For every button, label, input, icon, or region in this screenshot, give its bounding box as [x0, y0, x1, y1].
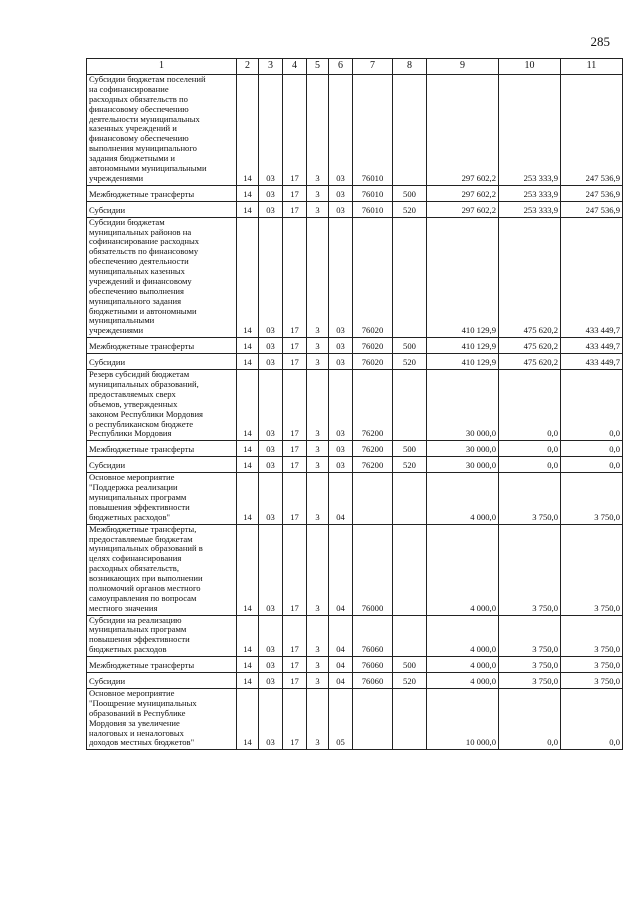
table-cell-amount-1: 4 000,0: [427, 657, 499, 673]
table-cell-name: Субсидии на реализацию муниципальных программ повышения эффективности бюджетных расходов: [87, 615, 237, 657]
table-cell-subprogram: 3: [307, 217, 329, 338]
table-cell-name: Межбюджетные трансферты, предоставляемые бюджетам муниципальных образований в целях софинансирования расходных обязательств, возникающих при выполнении полномочий органов местного самоуправления по вопросам местного значения: [87, 524, 237, 615]
table-cell-amount-1: 410 129,9: [427, 338, 499, 354]
table-cell-name: Субсидии бюджетам поселений на софинансирование расходных обязательств по финансовому обеспечению деятельности муниципальных казенных учреждений и финансовому обеспечению выполнения муниципального задания бюджетными и автономными муниципальными учреждениями: [87, 75, 237, 186]
table-cell-expense-type: 520: [393, 354, 427, 370]
table-cell-amount-2: 3 750,0: [499, 524, 561, 615]
table-row: [87, 201, 623, 217]
table-cell-amount-2: 3 750,0: [499, 615, 561, 657]
table-cell-expense-type: [393, 524, 427, 615]
table-cell-expense-type: 520: [393, 457, 427, 473]
table-cell-section: 14: [237, 615, 259, 657]
table-cell-amount-3: 0,0: [561, 689, 623, 750]
table-cell-amount-3: 0,0: [561, 370, 623, 441]
table-cell-amount-1: 4 000,0: [427, 473, 499, 524]
table-cell-subprogram: 3: [307, 370, 329, 441]
table-cell-activity: 03: [329, 370, 353, 441]
column-header: 2: [237, 59, 259, 75]
table-cell-subprogram: 3: [307, 457, 329, 473]
table-cell-subprogram: 3: [307, 524, 329, 615]
table-cell-name: Межбюджетные трансферты: [87, 185, 237, 201]
table-cell-section: 14: [237, 370, 259, 441]
table-cell-name: Субсидии: [87, 201, 237, 217]
table-cell-activity: 04: [329, 615, 353, 657]
table-cell-name: Межбюджетные трансферты: [87, 338, 237, 354]
table-cell-activity: 03: [329, 457, 353, 473]
table-cell-subsection: 03: [259, 370, 283, 441]
table-cell-direction: 76200: [353, 457, 393, 473]
table-cell-amount-1: 297 602,2: [427, 75, 499, 186]
table-cell-subprogram: 3: [307, 615, 329, 657]
table-cell-program: 17: [283, 370, 307, 441]
budget-table: [86, 58, 623, 750]
table-cell-amount-3: 3 750,0: [561, 473, 623, 524]
table-cell-program: 17: [283, 338, 307, 354]
table-row: [87, 615, 623, 657]
table-cell-section: 14: [237, 524, 259, 615]
table-cell-section: 14: [237, 689, 259, 750]
table-cell-activity: 03: [329, 354, 353, 370]
table-cell-section: 14: [237, 338, 259, 354]
table-cell-amount-1: 410 129,9: [427, 354, 499, 370]
table-cell-expense-type: 500: [393, 338, 427, 354]
column-header: 7: [353, 59, 393, 75]
table-row: [87, 338, 623, 354]
table-cell-expense-type: 520: [393, 201, 427, 217]
table-cell-expense-type: [393, 370, 427, 441]
table-cell-amount-3: 3 750,0: [561, 673, 623, 689]
table-cell-amount-1: 297 602,2: [427, 185, 499, 201]
table-cell-subprogram: 3: [307, 473, 329, 524]
page-number: 285: [590, 34, 610, 49]
table-cell-subsection: 03: [259, 441, 283, 457]
table-cell-subsection: 03: [259, 673, 283, 689]
table-row: [87, 370, 623, 441]
table-cell-name: Основное мероприятие "Поддержка реализации муниципальных программ повышения эффективности бюджетных расходов": [87, 473, 237, 524]
table-cell-program: 17: [283, 473, 307, 524]
table-cell-subsection: 03: [259, 354, 283, 370]
table-cell-amount-2: 253 333,9: [499, 201, 561, 217]
table-cell-activity: 03: [329, 217, 353, 338]
table-cell-program: 17: [283, 524, 307, 615]
table-cell-amount-2: 3 750,0: [499, 657, 561, 673]
table-cell-amount-3: 3 750,0: [561, 657, 623, 673]
table-cell-direction: 76060: [353, 615, 393, 657]
table-cell-activity: 04: [329, 657, 353, 673]
table-cell-direction: 76200: [353, 370, 393, 441]
table-cell-subsection: 03: [259, 75, 283, 186]
table-cell-name: Субсидии: [87, 457, 237, 473]
table-cell-amount-1: 4 000,0: [427, 524, 499, 615]
table-row: [87, 524, 623, 615]
table-cell-direction: 76010: [353, 185, 393, 201]
table-cell-activity: 05: [329, 689, 353, 750]
table-cell-subsection: 03: [259, 615, 283, 657]
table-row: [87, 673, 623, 689]
table-cell-amount-2: 3 750,0: [499, 473, 561, 524]
column-header: 1: [87, 59, 237, 75]
table-cell-subprogram: 3: [307, 338, 329, 354]
table-cell-section: 14: [237, 75, 259, 186]
table-cell-program: 17: [283, 217, 307, 338]
table-cell-amount-1: 4 000,0: [427, 615, 499, 657]
table-cell-amount-2: 0,0: [499, 441, 561, 457]
column-header: 8: [393, 59, 427, 75]
column-header: 9: [427, 59, 499, 75]
table-cell-expense-type: 500: [393, 657, 427, 673]
table-cell-direction: 76010: [353, 201, 393, 217]
table-cell-amount-3: 433 449,7: [561, 338, 623, 354]
table-cell-amount-2: 0,0: [499, 370, 561, 441]
table-cell-direction: [353, 473, 393, 524]
table-cell-amount-2: 0,0: [499, 457, 561, 473]
table-row: [87, 441, 623, 457]
column-header: 10: [499, 59, 561, 75]
table-cell-name: Межбюджетные трансферты: [87, 657, 237, 673]
table-cell-activity: 03: [329, 75, 353, 186]
table-cell-activity: 03: [329, 338, 353, 354]
table-cell-amount-2: 0,0: [499, 689, 561, 750]
table-cell-amount-1: 4 000,0: [427, 673, 499, 689]
table-cell-section: 14: [237, 441, 259, 457]
table-cell-amount-3: 3 750,0: [561, 615, 623, 657]
table-cell-subsection: 03: [259, 657, 283, 673]
table-cell-name: Резерв субсидий бюджетам муниципальных образований, предоставляемых сверх объемов, утвержденных законом Республики Мордовия о республиканском бюджете Республики Мордовия: [87, 370, 237, 441]
table-cell-amount-3: 247 536,9: [561, 201, 623, 217]
table-cell-subsection: 03: [259, 338, 283, 354]
table-cell-direction: 76020: [353, 354, 393, 370]
column-header: 11: [561, 59, 623, 75]
column-header: 6: [329, 59, 353, 75]
table-cell-name: Субсидии: [87, 673, 237, 689]
table-cell-subprogram: 3: [307, 441, 329, 457]
table-cell-name: Основное мероприятие "Поощрение муниципальных образований в Республике Мордовия за увеличение налоговых и неналоговых доходов местных бюджетов": [87, 689, 237, 750]
table-cell-amount-1: 410 129,9: [427, 217, 499, 338]
table-cell-amount-2: 253 333,9: [499, 75, 561, 186]
table-cell-expense-type: [393, 473, 427, 524]
table-cell-subprogram: 3: [307, 201, 329, 217]
table-row: [87, 75, 623, 186]
table-cell-section: 14: [237, 473, 259, 524]
table-cell-expense-type: [393, 615, 427, 657]
table-cell-amount-3: 247 536,9: [561, 75, 623, 186]
table-cell-expense-type: 520: [393, 673, 427, 689]
table-cell-activity: 04: [329, 673, 353, 689]
table-cell-name: Субсидии бюджетам муниципальных районов на софинансирование расходных обязательств по финансовому обеспечению деятельности муниципальных казенных учреждений и финансовому обеспечению выполнения муниципального задания бюджетными и автономными муниципальными учреждениями: [87, 217, 237, 338]
table-cell-direction: 76020: [353, 338, 393, 354]
table-row: [87, 457, 623, 473]
table-cell-amount-3: 0,0: [561, 457, 623, 473]
table-cell-amount-1: 10 000,0: [427, 689, 499, 750]
table-row: [87, 185, 623, 201]
table-cell-subprogram: 3: [307, 657, 329, 673]
table-cell-program: 17: [283, 673, 307, 689]
table-cell-amount-2: 3 750,0: [499, 673, 561, 689]
table-cell-program: 17: [283, 354, 307, 370]
header-row: [87, 59, 623, 75]
table-cell-direction: 76000: [353, 524, 393, 615]
table-row: [87, 689, 623, 750]
table-cell-activity: 03: [329, 441, 353, 457]
table-cell-subprogram: 3: [307, 185, 329, 201]
table-cell-expense-type: [393, 75, 427, 186]
table-row: [87, 354, 623, 370]
table-row: [87, 473, 623, 524]
table-cell-section: 14: [237, 201, 259, 217]
table-cell-amount-2: 475 620,2: [499, 338, 561, 354]
table-cell-direction: 76010: [353, 75, 393, 186]
table-row: [87, 217, 623, 338]
table-cell-subsection: 03: [259, 524, 283, 615]
column-header: 5: [307, 59, 329, 75]
table-cell-amount-3: 3 750,0: [561, 524, 623, 615]
table-cell-subprogram: 3: [307, 673, 329, 689]
table-cell-program: 17: [283, 185, 307, 201]
table-cell-subsection: 03: [259, 457, 283, 473]
table-cell-amount-3: 247 536,9: [561, 185, 623, 201]
table-cell-name: Субсидии: [87, 354, 237, 370]
table-cell-activity: 04: [329, 524, 353, 615]
table-cell-expense-type: 500: [393, 441, 427, 457]
table-cell-amount-1: 30 000,0: [427, 441, 499, 457]
table-cell-amount-3: 0,0: [561, 441, 623, 457]
table-cell-amount-1: 297 602,2: [427, 201, 499, 217]
column-header: 3: [259, 59, 283, 75]
table-cell-program: 17: [283, 75, 307, 186]
table-cell-program: 17: [283, 657, 307, 673]
table-cell-amount-2: 475 620,2: [499, 217, 561, 338]
table-cell-subsection: 03: [259, 185, 283, 201]
table-cell-program: 17: [283, 201, 307, 217]
table-row: [87, 657, 623, 673]
table-cell-direction: 76060: [353, 657, 393, 673]
table-cell-program: 17: [283, 689, 307, 750]
table-cell-section: 14: [237, 354, 259, 370]
table-cell-expense-type: 500: [393, 185, 427, 201]
column-header: 4: [283, 59, 307, 75]
table-cell-program: 17: [283, 441, 307, 457]
table-cell-direction: 76020: [353, 217, 393, 338]
table-cell-direction: [353, 689, 393, 750]
table-cell-program: 17: [283, 457, 307, 473]
table-cell-amount-3: 433 449,7: [561, 354, 623, 370]
table-cell-section: 14: [237, 457, 259, 473]
table-cell-subprogram: 3: [307, 75, 329, 186]
table-cell-activity: 03: [329, 201, 353, 217]
table-cell-amount-2: 475 620,2: [499, 354, 561, 370]
table-cell-amount-1: 30 000,0: [427, 457, 499, 473]
table-cell-subprogram: 3: [307, 354, 329, 370]
table-cell-activity: 03: [329, 185, 353, 201]
table-cell-direction: 76060: [353, 673, 393, 689]
table-cell-section: 14: [237, 185, 259, 201]
table-cell-amount-3: 433 449,7: [561, 217, 623, 338]
table-cell-direction: 76200: [353, 441, 393, 457]
table-cell-amount-1: 30 000,0: [427, 370, 499, 441]
table-cell-name: Межбюджетные трансферты: [87, 441, 237, 457]
table-cell-expense-type: [393, 217, 427, 338]
table-cell-subsection: 03: [259, 689, 283, 750]
table-cell-section: 14: [237, 673, 259, 689]
table-cell-subsection: 03: [259, 473, 283, 524]
table-cell-amount-2: 253 333,9: [499, 185, 561, 201]
table-cell-subsection: 03: [259, 217, 283, 338]
table-cell-subprogram: 3: [307, 689, 329, 750]
table-cell-section: 14: [237, 657, 259, 673]
table-cell-subsection: 03: [259, 201, 283, 217]
table-cell-activity: 04: [329, 473, 353, 524]
table-cell-program: 17: [283, 615, 307, 657]
table-cell-expense-type: [393, 689, 427, 750]
table-cell-section: 14: [237, 217, 259, 338]
